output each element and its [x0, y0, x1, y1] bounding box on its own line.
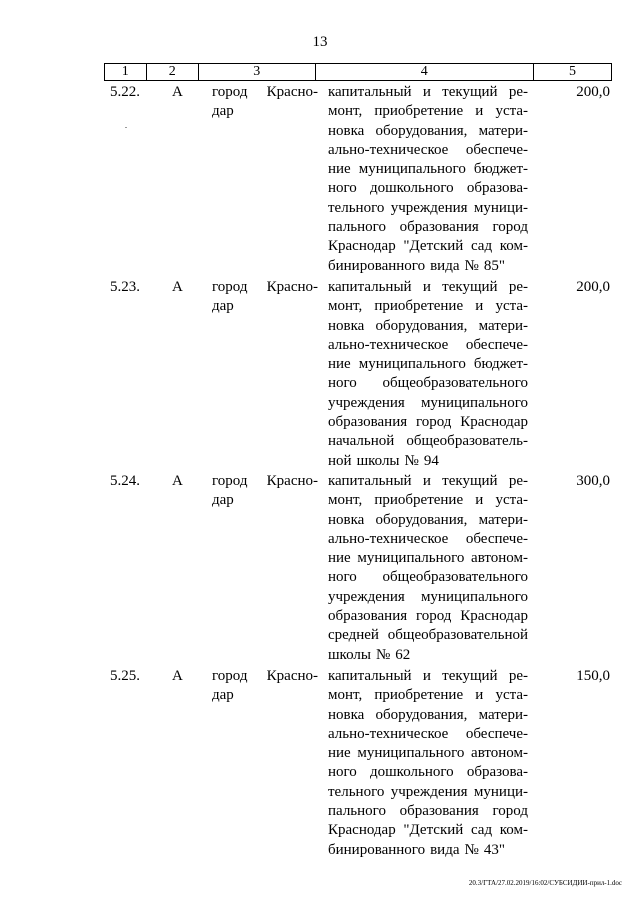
description-word: город: [492, 219, 528, 236]
location-word-2: Красно-: [266, 279, 318, 295]
description-line: [328, 452, 528, 471]
description-word: тельного: [328, 199, 385, 216]
description-word: Краснодар: [460, 608, 528, 625]
description-word: сад: [470, 238, 493, 255]
location-word-2: Красно-: [266, 84, 318, 100]
description-word: муниципального: [420, 394, 528, 411]
row-code: А: [172, 84, 183, 100]
description-word: образования: [328, 608, 408, 625]
description-word: ально-техническое: [328, 141, 449, 158]
description-word: текущий: [442, 279, 498, 295]
description-line: [328, 199, 528, 218]
description-line: [328, 218, 528, 237]
page-number: 13: [312, 34, 328, 50]
description-line: [328, 472, 528, 491]
description-line: [328, 511, 528, 530]
description-word: ально-техническое: [328, 725, 449, 742]
description-word: и: [422, 279, 431, 295]
row-location: [212, 278, 318, 317]
row-number: 5.24.: [110, 473, 140, 489]
description-word: №: [375, 646, 391, 663]
location-word-1: город: [212, 668, 248, 684]
description-line: [328, 667, 528, 686]
description-word: муници-: [473, 199, 528, 216]
description-word: образования: [328, 414, 408, 431]
description-word: учреждения: [328, 394, 405, 411]
description-word: ре-: [508, 279, 528, 295]
column-header-row: [104, 63, 612, 81]
description-word: ной: [328, 452, 352, 469]
description-word: уста-: [495, 687, 528, 704]
description-line: [328, 783, 528, 802]
description-line: [328, 336, 528, 355]
row-location: [212, 667, 318, 706]
description-line: [328, 317, 528, 336]
description-word: 43": [483, 841, 505, 858]
description-word: дошкольного: [369, 180, 454, 197]
header-col-4: 4: [315, 64, 533, 81]
description-word: и: [475, 492, 484, 509]
description-word: уста-: [495, 298, 528, 315]
row-code: А: [172, 668, 183, 684]
scan-mark: [125, 127, 127, 128]
description-word: образования: [399, 803, 479, 820]
description-word: ально-техническое: [328, 336, 449, 353]
description-line: [328, 491, 528, 510]
location-word-1: город: [212, 84, 248, 100]
description-word: новка: [328, 706, 365, 723]
description-word: ного: [328, 764, 357, 781]
description-word: и: [422, 84, 431, 100]
description-line: [328, 802, 528, 821]
description-word: общеобразовательной: [387, 627, 528, 644]
row-amount: 200,0: [576, 84, 610, 100]
description-word: "Детский: [403, 822, 464, 839]
description-word: капитальный: [328, 279, 412, 295]
description-line: [328, 568, 528, 587]
description-word: матери-: [478, 317, 528, 334]
description-word: и: [475, 103, 484, 120]
description-word: ре-: [508, 473, 528, 489]
description-word: обеспече-: [465, 336, 528, 353]
description-word: город: [492, 803, 528, 820]
description-word: город: [415, 414, 452, 431]
description-line: [328, 725, 528, 744]
description-word: образова-: [466, 180, 528, 197]
description-line: [328, 297, 528, 316]
description-word: дошкольного: [369, 764, 454, 781]
row-description: [328, 83, 528, 276]
description-line: [328, 530, 528, 549]
location-word-2: Красно-: [266, 668, 318, 684]
description-word: муниципального: [358, 161, 466, 178]
description-line: [328, 706, 528, 725]
description-word: школы: [356, 452, 400, 469]
description-word: №: [404, 452, 419, 469]
description-line: [328, 413, 528, 432]
description-word: приобретение: [374, 298, 464, 315]
location-word-1: город: [212, 279, 248, 295]
description-word: монт,: [328, 492, 363, 509]
description-word: общеобразователь-: [406, 433, 528, 450]
description-word: автоном-: [471, 745, 528, 762]
description-word: школы: [328, 646, 371, 663]
description-word: приобретение: [374, 492, 464, 509]
description-word: муници-: [473, 783, 528, 800]
description-word: Краснодар: [328, 238, 396, 255]
description-word: ние: [328, 161, 351, 178]
description-word: оборудования,: [375, 122, 468, 139]
description-word: текущий: [442, 473, 498, 489]
description-word: приобретение: [374, 103, 464, 120]
description-line: [328, 179, 528, 198]
row-description: [328, 472, 528, 665]
description-word: текущий: [442, 668, 498, 684]
description-line: [328, 549, 528, 568]
description-word: бинированного: [328, 257, 426, 274]
description-word: тельного: [328, 783, 385, 800]
description-word: оборудования,: [375, 317, 468, 334]
location-line-2: дар: [212, 298, 234, 315]
description-line: [328, 374, 528, 393]
description-word: монт,: [328, 298, 363, 315]
description-line: [328, 607, 528, 626]
description-word: обеспече-: [465, 530, 528, 547]
row-description: [328, 667, 528, 860]
header-col-2: 2: [146, 64, 198, 81]
description-line: [328, 141, 528, 160]
description-word: и: [422, 473, 431, 489]
description-line: [328, 278, 528, 297]
description-word: "Детский: [403, 238, 464, 255]
description-word: муниципального: [357, 745, 465, 762]
description-word: №: [464, 841, 479, 858]
description-line: [328, 821, 528, 840]
description-word: уста-: [495, 492, 528, 509]
description-line: [328, 744, 528, 763]
header-col-3: 3: [198, 64, 315, 81]
row-code: А: [172, 473, 183, 489]
description-word: обеспече-: [465, 725, 528, 742]
row-code: А: [172, 279, 183, 295]
description-line: [328, 686, 528, 705]
description-word: бюджет-: [473, 161, 528, 178]
description-word: обеспече-: [465, 141, 528, 158]
description-word: ние: [328, 745, 351, 762]
description-word: ально-техническое: [328, 530, 449, 547]
description-line: [328, 588, 528, 607]
description-word: новка: [328, 122, 365, 139]
description-word: ние: [328, 356, 351, 373]
description-word: монт,: [328, 687, 363, 704]
description-word: учреждения: [390, 783, 468, 800]
description-word: ного: [328, 375, 357, 392]
description-word: учреждения: [328, 588, 405, 605]
description-word: бинированного: [328, 841, 426, 858]
description-word: средней: [328, 627, 379, 644]
description-word: ре-: [508, 668, 528, 684]
description-line: [328, 626, 528, 645]
description-word: монт,: [328, 103, 363, 120]
description-word: образования: [399, 219, 479, 236]
description-word: текущий: [442, 84, 498, 100]
description-word: капитальный: [328, 668, 412, 684]
description-word: новка: [328, 317, 365, 334]
description-word: 94: [423, 452, 439, 469]
description-word: и: [475, 298, 484, 315]
description-word: вида: [430, 257, 460, 274]
description-word: муниципального: [358, 356, 466, 373]
row-amount: 300,0: [576, 473, 610, 489]
description-word: вида: [430, 841, 460, 858]
document-footer: 20.3/ГТА/27.02.2019/16:02/СУБСИДИИ-прил-1.doc: [468, 879, 622, 887]
description-word: ного: [328, 180, 357, 197]
description-word: уста-: [495, 103, 528, 120]
location-line-2: дар: [212, 103, 234, 120]
description-word: муниципального: [357, 550, 465, 567]
description-word: Краснодар: [460, 414, 528, 431]
description-word: капитальный: [328, 473, 412, 489]
description-line: [328, 122, 528, 141]
location-word-2: Красно-: [266, 473, 318, 489]
description-line: [328, 432, 528, 451]
description-word: 62: [395, 646, 411, 663]
description-word: ного: [328, 569, 357, 586]
row-location: [212, 83, 318, 122]
description-line: [328, 394, 528, 413]
description-word: и: [475, 687, 484, 704]
row-location: [212, 472, 318, 511]
description-word: матери-: [478, 122, 528, 139]
description-word: №: [464, 257, 479, 274]
description-word: пального: [328, 803, 386, 820]
description-line: [328, 237, 528, 256]
location-line-2: дар: [212, 687, 234, 704]
description-word: приобретение: [374, 687, 464, 704]
description-word: оборудования,: [375, 706, 468, 723]
description-word: учреждения: [390, 199, 468, 216]
description-word: общеобразовательного: [382, 375, 528, 392]
header-col-1: 1: [105, 64, 147, 81]
row-number: 5.22.: [110, 84, 140, 100]
description-word: ком-: [499, 822, 528, 839]
description-word: пального: [328, 219, 386, 236]
row-number: 5.23.: [110, 279, 140, 295]
description-word: ком-: [499, 238, 528, 255]
description-word: и: [422, 668, 431, 684]
description-word: начальной: [328, 433, 395, 450]
description-line: [328, 646, 528, 665]
description-word: Краснодар: [328, 822, 396, 839]
description-word: матери-: [478, 511, 528, 528]
description-line: [328, 257, 528, 276]
description-line: [328, 355, 528, 374]
description-line: [328, 83, 528, 102]
description-word: сад: [470, 822, 493, 839]
description-word: матери-: [478, 706, 528, 723]
description-word: общеобразовательного: [382, 569, 528, 586]
row-amount: 150,0: [576, 668, 610, 684]
row-number: 5.25.: [110, 668, 140, 684]
header-col-5: 5: [533, 64, 611, 81]
description-word: ре-: [508, 84, 528, 100]
location-word-1: город: [212, 473, 248, 489]
description-word: 85": [483, 257, 505, 274]
description-word: муниципального: [420, 588, 528, 605]
row-amount: 200,0: [576, 279, 610, 295]
description-word: ние: [328, 550, 351, 567]
description-line: [328, 102, 528, 121]
description-line: [328, 841, 528, 860]
description-line: [328, 160, 528, 179]
description-word: город: [415, 608, 452, 625]
description-word: образова-: [466, 764, 528, 781]
description-line: [328, 763, 528, 782]
description-word: автоном-: [471, 550, 528, 567]
description-word: бюджет-: [473, 356, 528, 373]
description-word: капитальный: [328, 84, 412, 100]
description-word: новка: [328, 511, 365, 528]
row-description: [328, 278, 528, 471]
location-line-2: дар: [212, 492, 234, 509]
description-word: оборудования,: [375, 511, 468, 528]
